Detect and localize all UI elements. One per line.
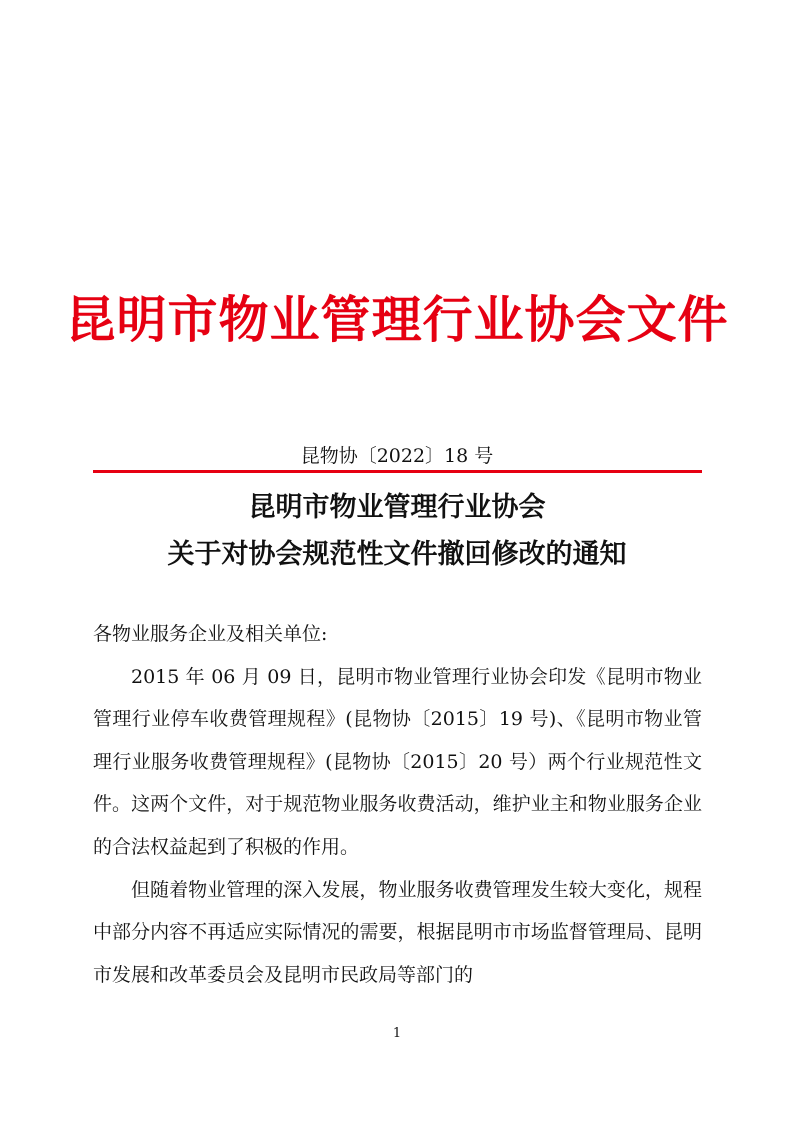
page-number: 1 xyxy=(392,1026,402,1041)
masthead-title: 昆明市物业管理行业协会文件 xyxy=(65,290,729,349)
body-paragraph-1: 2015 年 06 月 09 日，昆明市物业管理行业协会印发《昆明市物业管理行业停车收费管理规程》(昆物协〔2015〕19 号)、《昆明市物业管理行业服务收费管理规程》(昆物协〔2015〕20 号）两个行业规范性文件。这两个文件，对于规范物业服务收费活动，维护业主和物业服务企业的合法权益起到了积极的作用。 xyxy=(93,665,702,858)
salutation: 各物业服务企业及相关单位: xyxy=(93,623,328,645)
notice-title-line-2: 关于对协会规范性文件撤回修改的通知 xyxy=(167,539,627,570)
document-number: 昆物协〔2022〕18 号 xyxy=(300,445,494,467)
notice-title-line-1: 昆明市物业管理行业协会 xyxy=(248,492,546,523)
body-paragraph-2: 但随着物业管理的深入发展，物业服务收费管理发生较大变化，规程中部分内容不再适应实际情况的需要，根据昆明市市场监督管理局、昆明市发展和改革委员会及昆明市民政局等部门的 xyxy=(93,878,702,986)
red-divider-line xyxy=(93,470,702,473)
notice-body xyxy=(93,613,702,996)
